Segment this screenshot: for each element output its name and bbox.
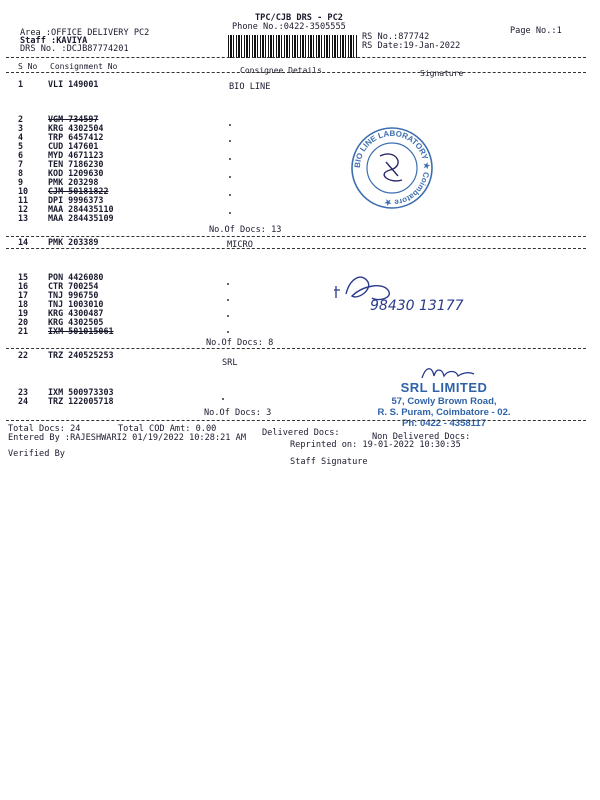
consignment-number: CJM 50181822 bbox=[48, 186, 109, 196]
serial-number: 16 bbox=[18, 281, 29, 291]
column-header-consignee: Consignee Details bbox=[240, 66, 322, 75]
signature-dot bbox=[227, 283, 229, 285]
consignment-number: CTR 700254 bbox=[48, 281, 99, 291]
signature-dot bbox=[229, 124, 231, 126]
serial-number: 17 bbox=[18, 290, 29, 300]
rs-date: RS Date:19-Jan-2022 bbox=[362, 41, 461, 51]
table-row bbox=[18, 326, 114, 336]
table-row bbox=[18, 237, 98, 247]
serial-number: 19 bbox=[18, 308, 29, 318]
signature-dot bbox=[229, 194, 231, 196]
consignment-number: TRP 6457412 bbox=[48, 132, 104, 142]
serial-number: 24 bbox=[18, 396, 29, 406]
handwritten-signature bbox=[328, 268, 478, 318]
consignment-number: TNJ 1003010 bbox=[48, 299, 104, 309]
barcode-image bbox=[228, 35, 357, 58]
group-doc-count: No.Of Docs: 8 bbox=[206, 338, 274, 348]
consignment-number: TNJ 996750 bbox=[48, 290, 99, 300]
consignment-number: TEN 7186230 bbox=[48, 159, 104, 169]
signature-dot bbox=[229, 140, 231, 142]
consignment-number: MYD 4671123 bbox=[48, 150, 104, 160]
consignee-name: SRL bbox=[222, 358, 238, 368]
signature-dot bbox=[227, 299, 229, 301]
bio-line-stamp bbox=[350, 126, 434, 210]
staff-signature: Staff Signature bbox=[290, 457, 368, 467]
total-cod-amount: Total COD Amt: 0.00 bbox=[118, 424, 217, 434]
serial-number: 7 bbox=[18, 159, 24, 169]
signature-dot bbox=[229, 212, 231, 214]
page-number: Page No.:1 bbox=[510, 26, 562, 36]
column-header-consignment: Consignment No bbox=[50, 62, 118, 71]
divider bbox=[6, 248, 586, 249]
consignee-name: BIO LINE bbox=[229, 82, 271, 92]
verified-by: Verified By bbox=[8, 449, 65, 459]
column-header-signature: Signature bbox=[420, 69, 464, 78]
total-docs: Total Docs: 24 bbox=[8, 424, 81, 434]
consignment-number: MAA 284435109 bbox=[48, 213, 114, 223]
serial-number: 11 bbox=[18, 195, 29, 205]
srl-address-line1: 57, Cowly Brown Road, bbox=[391, 396, 497, 407]
divider bbox=[6, 348, 586, 349]
table-row bbox=[18, 396, 114, 406]
consignment-number: TRZ 240525253 bbox=[48, 350, 114, 360]
serial-number: 4 bbox=[18, 132, 24, 142]
srl-stamp bbox=[364, 380, 524, 429]
consignment-number: VLI 149001 bbox=[48, 79, 99, 89]
entered-by: Entered By :RAJESHWARI2 01/19/2022 10:28:21 AM bbox=[8, 433, 246, 443]
serial-number: 22 bbox=[18, 350, 29, 360]
serial-number: 9 bbox=[18, 177, 24, 187]
reprinted-on: Reprinted on: 19-01-2022 10:30:35 bbox=[290, 440, 461, 450]
consignment-number: KRG 4302505 bbox=[48, 317, 104, 327]
signature-dot bbox=[227, 315, 229, 317]
signature-dot bbox=[229, 176, 231, 178]
delivered-docs: Delivered Docs: bbox=[262, 428, 340, 438]
serial-number: 12 bbox=[18, 204, 29, 214]
stamp-text: BIO LINE LABORATORY ★ Coimbatore ★ bbox=[352, 128, 432, 208]
phone-number: Phone No.:0422-3505555 bbox=[232, 22, 346, 32]
consignment-number: IXM 501015061 bbox=[48, 326, 114, 336]
group-doc-count: No.Of Docs: 13 bbox=[209, 225, 282, 235]
consignment-number: MAA 284435110 bbox=[48, 204, 114, 214]
consignment-number: PMK 203298 bbox=[48, 177, 99, 187]
serial-number: 5 bbox=[18, 141, 24, 151]
column-header-sno: S No bbox=[18, 62, 38, 71]
staff-label: Staff :KAVIYA bbox=[20, 36, 88, 46]
srl-address-line2: R. S. Puram, Coimbatore - 02. bbox=[377, 407, 511, 418]
serial-number: 3 bbox=[18, 123, 24, 133]
consignment-number: KRG 4302504 bbox=[48, 123, 104, 133]
drs-number: DRS No. :DCJB87774201 bbox=[20, 44, 129, 54]
table-row bbox=[18, 350, 114, 360]
rs-number: RS No.:877742 bbox=[362, 32, 430, 42]
srl-phone: Ph: 0422 - 4358117 bbox=[402, 418, 486, 429]
consignment-number: PMK 203389 bbox=[48, 237, 99, 247]
divider bbox=[6, 57, 586, 58]
table-row bbox=[18, 213, 114, 223]
divider bbox=[6, 72, 586, 73]
divider bbox=[6, 420, 586, 421]
serial-number: 13 bbox=[18, 213, 29, 223]
handwritten-phone: 98430 13177 bbox=[370, 298, 464, 314]
serial-number: 15 bbox=[18, 272, 29, 282]
consignment-number: KRG 4300487 bbox=[48, 308, 104, 318]
srl-signature bbox=[418, 362, 478, 382]
serial-number: 23 bbox=[18, 387, 29, 397]
serial-number: 10 bbox=[18, 186, 29, 196]
serial-number: 18 bbox=[18, 299, 29, 309]
consignment-number: IXM 500973303 bbox=[48, 387, 114, 397]
consignment-number: PON 4426080 bbox=[48, 272, 104, 282]
document-title: TPC/CJB DRS - PC2 bbox=[255, 13, 343, 23]
non-delivered-docs: Non Delivered Docs: bbox=[372, 432, 471, 442]
table-row bbox=[18, 79, 98, 89]
area-label: Area :OFFICE DELIVERY PC2 bbox=[20, 28, 150, 38]
signature-dot bbox=[222, 398, 224, 400]
group-doc-count: No.Of Docs: 3 bbox=[204, 408, 272, 418]
consignment-number: CUD 147601 bbox=[48, 141, 99, 151]
serial-number: 21 bbox=[18, 326, 29, 336]
serial-number: 2 bbox=[18, 114, 24, 124]
signature-dot bbox=[229, 158, 231, 160]
serial-number: 6 bbox=[18, 150, 24, 160]
serial-number: 14 bbox=[18, 237, 29, 247]
signature-dot bbox=[227, 331, 229, 333]
consignment-number: KOD 1209630 bbox=[48, 168, 104, 178]
consignment-number: TRZ 122005718 bbox=[48, 396, 114, 406]
srl-name: SRL LIMITED bbox=[400, 380, 488, 395]
consignment-number: DPI 9996373 bbox=[48, 195, 104, 205]
serial-number: 8 bbox=[18, 168, 24, 178]
consignee-name: MICRO bbox=[227, 240, 253, 250]
serial-number: 1 bbox=[18, 79, 24, 89]
serial-number: 20 bbox=[18, 317, 29, 327]
consignment-number: VGM 734597 bbox=[48, 114, 99, 124]
